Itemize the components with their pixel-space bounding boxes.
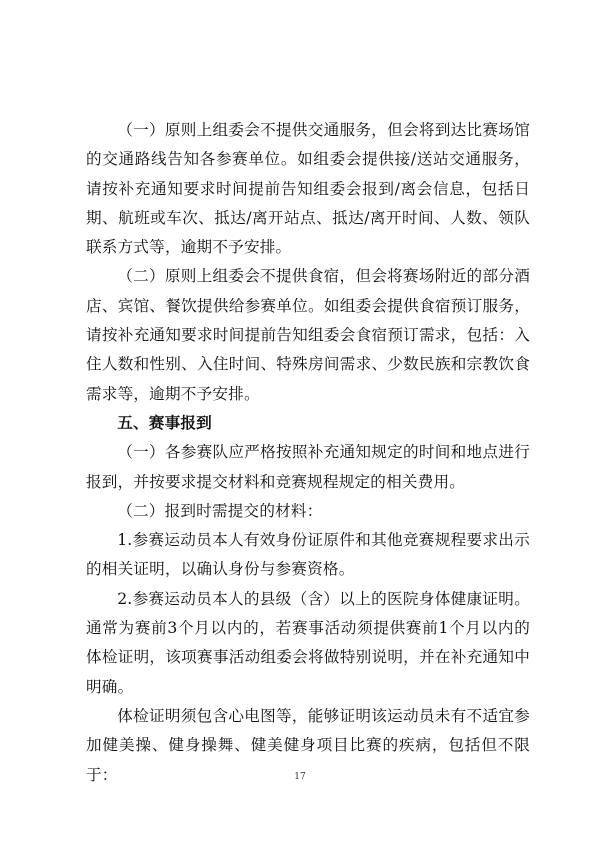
paragraph-item-1: 1.参赛运动员本人有效身份证原件和其他竞赛规程要求出示的相关证明，以确认身份与参赛资格。 <box>86 531 530 579</box>
paragraph-materials-intro: （二）报到时需提交的材料： <box>117 501 323 520</box>
section-heading: 五、赛事报到 <box>117 413 212 432</box>
page-body <box>86 116 530 790</box>
paragraph-medical: 体检证明须包含心电图等，能够证明该运动员未有不适宜参加健美操、健身操舞、健美健身项目比赛的疾病，包括但不限于： <box>86 706 530 784</box>
paragraph-item-2: 2.参赛运动员本人的县级（含）以上的医院身体健康证明。通常为赛前3个月以内的，若赛事活动须提供赛前1个月以内的体检证明，该项赛事活动组委会将做特别说明，并在补充通知中明确。 <box>86 589 530 696</box>
paragraph-registration: （一）各参赛队应严格按照补充通知规定的时间和地点进行报到，并按要求提交材料和竞赛规程规定的相关费用。 <box>86 443 530 491</box>
page-number: 17 <box>294 772 306 782</box>
paragraph-transport: （一）原则上组委会不提供交通服务，但会将到达比赛场馆的交通路线告知各参赛单位。如组委会提供接/送站交通服务，请按补充通知要求时间提前告知组委会报到/离会信息，包括日期、航班或车次、抵达/离开站点、抵达/离开时间、人数、领队联系方式等，逾期不予安排。 <box>86 121 530 257</box>
paragraph-accommodation: （二）原则上组委会不提供食宿，但会将赛场附近的部分酒店、宾馆、餐饮提供给参赛单位。如组委会提供食宿预订服务，请按补充通知要求时间提前告知组委会食宿预订需求，包括：入住人数和性别、入住时间、特殊房间需求、少数民族和宗教饮食需求等，逾期不予安排。 <box>86 267 530 403</box>
